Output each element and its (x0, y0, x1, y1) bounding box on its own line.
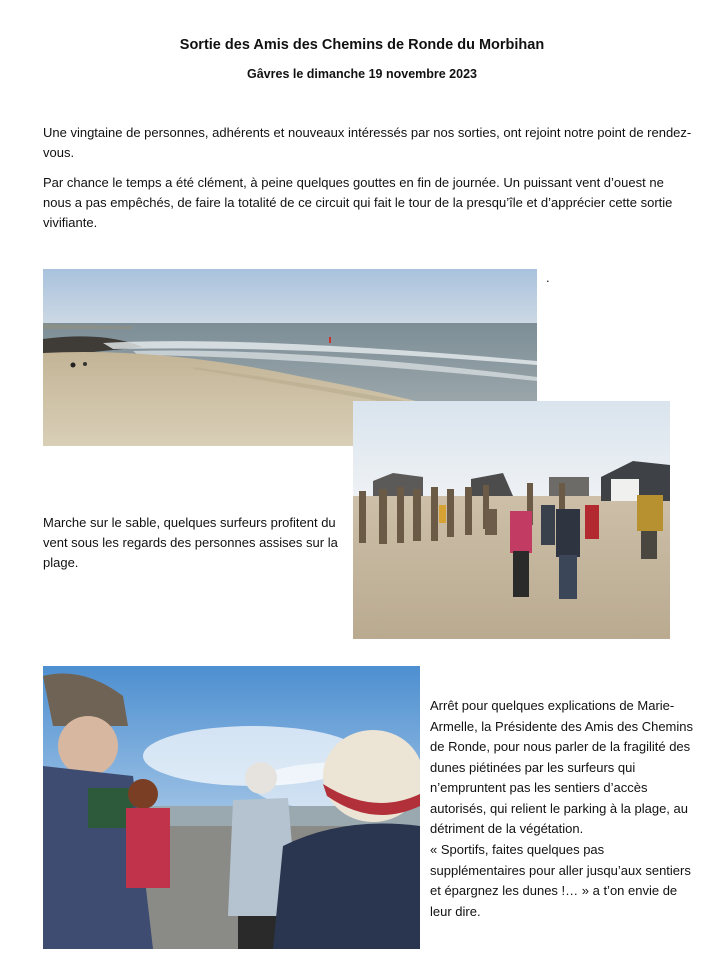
intro-paragraph-2: Par chance le temps a été clément, à peine quelques gouttes en fin de journée. Un puissant vent d’ouest ne nous a pas empêchés, de faire la totalité de ce circuit qui fait le tour de la presqu’île et d’apprécier cette sortie vivifiante. (43, 175, 673, 230)
caption-quote: « Sportifs, faites quelques pas supplémentaires pour aller jusqu’aux sentiers et épargnez les dunes !… » a t’on envie de leur dire. (430, 842, 691, 919)
page-date: Gâvres le dimanche 19 novembre 2023 (247, 67, 477, 81)
group-walking-photo (353, 401, 670, 639)
page-title: Sortie des Amis des Chemins de Ronde du Morbihan (179, 37, 545, 53)
intro-paragraph-1: Une vingtaine de personnes, adhérents et nouveaux intéressés par nos sorties, ont rejoint notre point de rendez-vous. (43, 125, 692, 160)
group-stop-photo (43, 666, 420, 949)
caption-stop-explanation: Arrêt pour quelques explications de Marie-Armelle, la Présidente des Amis des Chemins de Ronde, pour nous parler de la fragilité des dunes piétinées par les surfeurs qui n’empruntent pas les sentiers d’accès autorisés, qui relient le parking à la plage, au détriment de la végétation. (430, 698, 694, 836)
caption-beach-walk: Marche sur le sable, quelques surfeurs profitent du vent sous les regards des personnes assises sur la plage. (43, 515, 338, 570)
stray-mark: . (546, 270, 550, 285)
